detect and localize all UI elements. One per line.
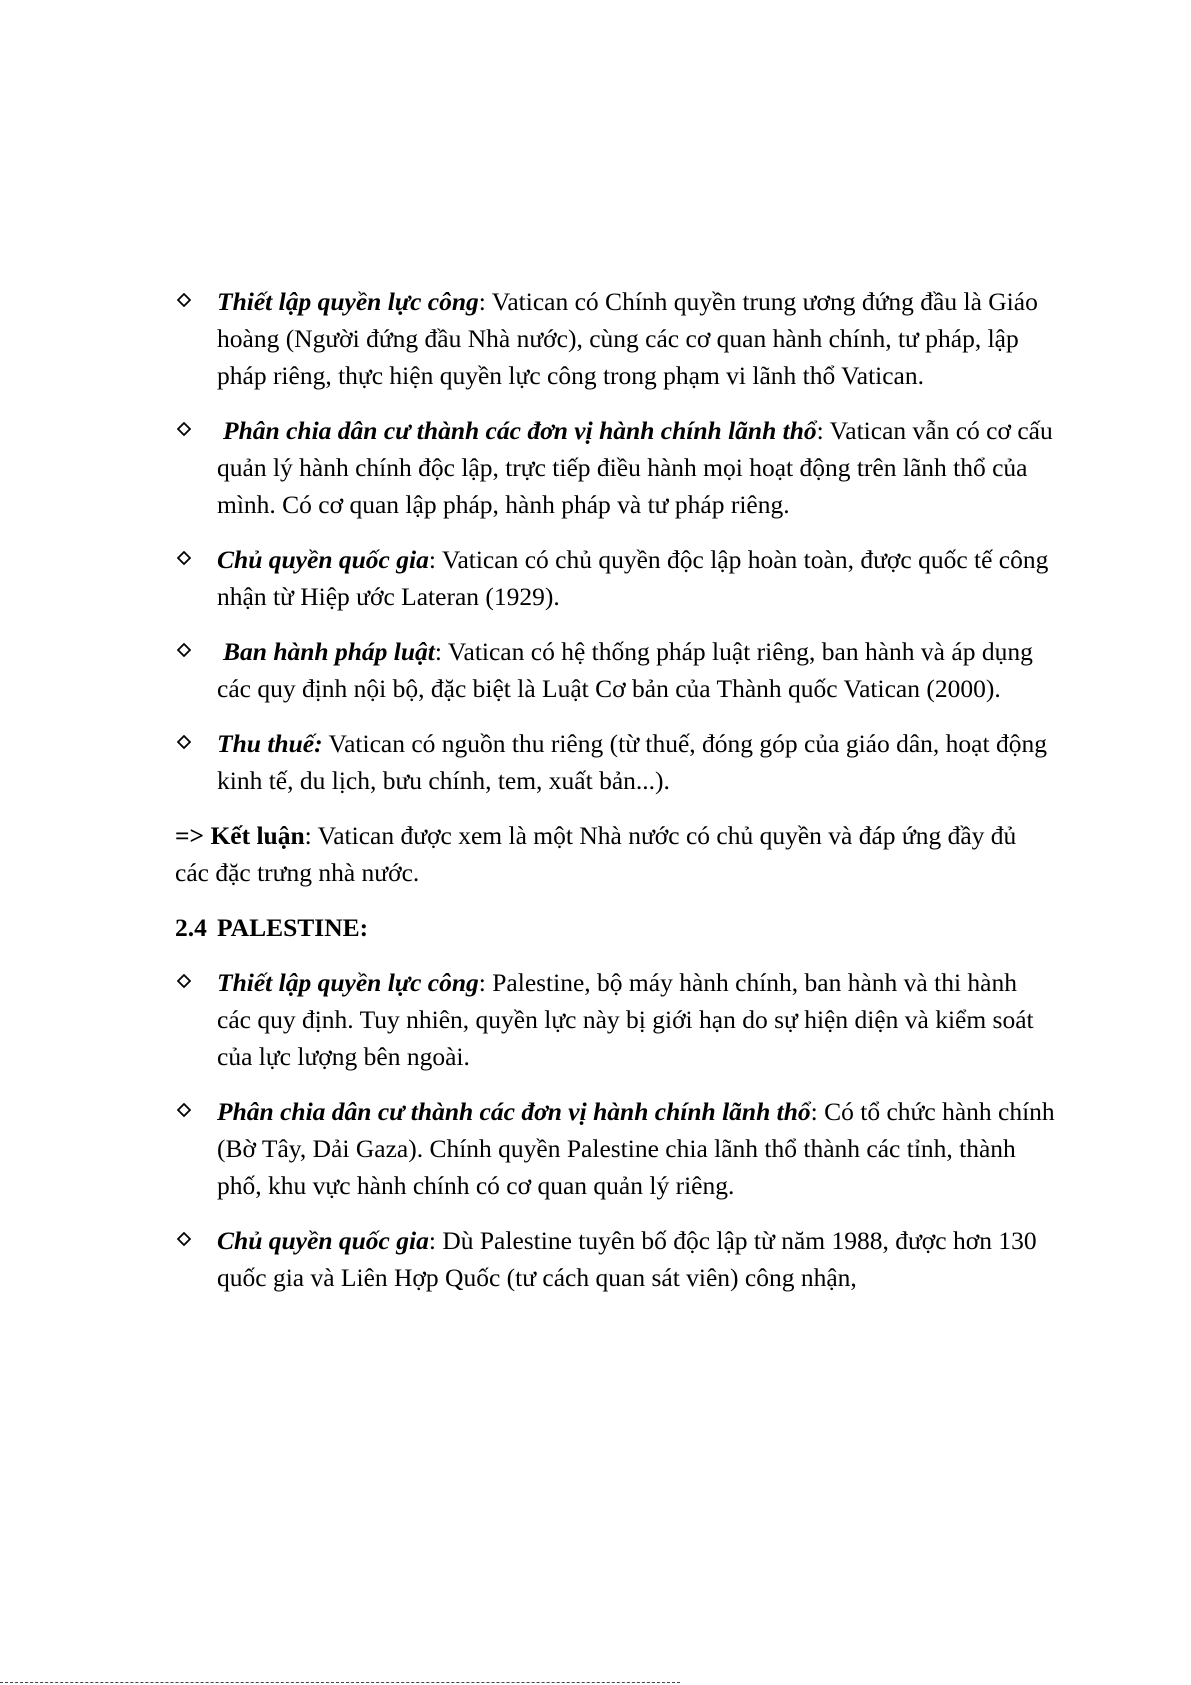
diamond-bullet-icon	[177, 633, 201, 657]
diamond-bullet-icon	[177, 725, 201, 749]
item-term: Ban hành pháp luật	[223, 637, 435, 666]
vatican-item-public-power	[175, 283, 1055, 394]
palestine-item-public-power	[175, 964, 1055, 1075]
item-term: Thiết lập quyền lực công	[217, 968, 479, 997]
item-term: Chủ quyền quốc gia	[217, 1226, 429, 1255]
item-term: Chủ quyền quốc gia	[217, 545, 429, 574]
item-text: Vatican vẫn có cơ cấu quản lý hành chính độc lập, trực tiếp điều hành mọi hoạt động trên lãnh thổ của mình. Có cơ quan lập pháp, hành pháp và tư pháp riêng.	[217, 416, 1053, 519]
vatican-item-administrative-division	[175, 412, 1055, 523]
section-title: PALESTINE:	[217, 913, 369, 942]
item-sep: :	[434, 637, 442, 666]
conclusion-label: Kết luận	[210, 821, 305, 850]
vatican-conclusion	[175, 817, 1055, 891]
item-sep: :	[816, 416, 824, 445]
item-text: Vatican có Chính quyền trung ương đứng đầu là Giáo hoàng (Người đứng đầu Nhà nước), cùng các cơ quan hành chính, tư pháp, lập pháp riêng, thực hiện quyền lực công trong phạm vi lãnh thổ Vatican.	[217, 287, 1038, 390]
page-bottom-rule	[0, 1682, 680, 1683]
item-term: Phân chia dân cư thành các đơn vị hành chính lãnh thổ	[217, 1097, 811, 1126]
item-sep: :	[810, 1097, 818, 1126]
vatican-item-sovereignty	[175, 541, 1055, 615]
item-term: Thu thuế:	[217, 729, 323, 758]
diamond-bullet-icon	[177, 283, 201, 307]
diamond-bullet-icon	[177, 964, 201, 988]
diamond-bullet-icon	[177, 1093, 201, 1117]
vatican-item-taxation	[175, 725, 1055, 799]
item-text: Có tổ chức hành chính (Bờ Tây, Dải Gaza). Chính quyền Palestine chia lãnh thổ thành các tỉnh, thành phố, khu vực hành chính có cơ quan quản lý riêng.	[217, 1097, 1055, 1200]
diamond-bullet-icon	[177, 1222, 201, 1246]
conclusion-arrow: =>	[175, 821, 211, 850]
vatican-item-legislation	[175, 633, 1055, 707]
item-text: Vatican có chủ quyền độc lập hoàn toàn, được quốc tế công nhận từ Hiệp ước Lateran (1929).	[217, 545, 1049, 611]
conclusion-text: : Vatican được xem là một Nhà nước có chủ quyền và đáp ứng đầy đủ các đặc trưng nhà nước.	[175, 821, 1017, 887]
diamond-bullet-icon	[177, 412, 201, 436]
item-sep: :	[428, 1226, 436, 1255]
item-text: Vatican có nguồn thu riêng (từ thuế, đóng góp của giáo dân, hoạt động kinh tế, du lịch, bưu chính, tem, xuất bản...).	[217, 729, 1047, 795]
item-text: Palestine, bộ máy hành chính, ban hành và thi hành các quy định. Tuy nhiên, quyền lực này bị giới hạn do sự hiện diện và kiểm soát của lực lượng bên ngoài.	[217, 968, 1034, 1071]
item-text: Dù Palestine tuyên bố độc lập từ năm 1988, được hơn 130 quốc gia và Liên Hợp Quốc (tư cách quan sát viên) công nhận,	[217, 1226, 1037, 1292]
item-sep: :	[428, 545, 436, 574]
item-sep: :	[478, 968, 486, 997]
item-text: Vatican có hệ thống pháp luật riêng, ban hành và áp dụng các quy định nội bộ, đặc biệt là Luật Cơ bản của Thành quốc Vatican (2000).	[217, 637, 1033, 703]
section-number: 2.4	[175, 913, 207, 942]
page-body	[175, 283, 1055, 1314]
item-sep: :	[478, 287, 486, 316]
diamond-bullet-icon	[177, 541, 201, 565]
item-term: Thiết lập quyền lực công	[217, 287, 479, 316]
palestine-item-administrative-division	[175, 1093, 1055, 1204]
palestine-item-sovereignty	[175, 1222, 1055, 1296]
item-term: Phân chia dân cư thành các đơn vị hành chính lãnh thổ	[223, 416, 817, 445]
section-heading-palestine	[175, 909, 1055, 946]
